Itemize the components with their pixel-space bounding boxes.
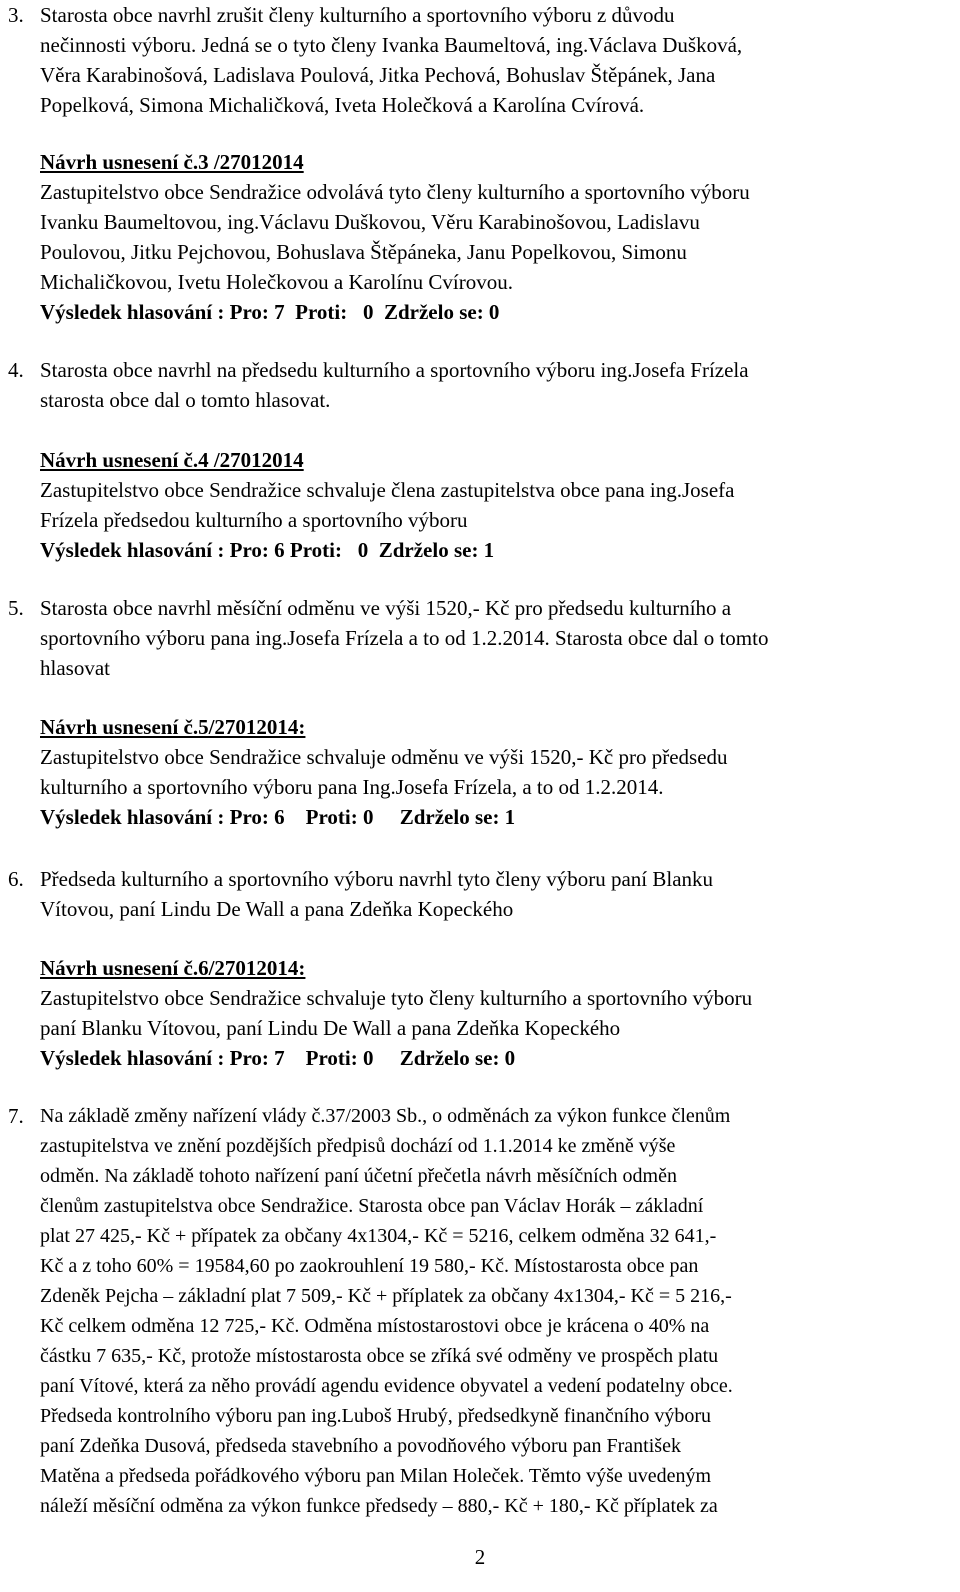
resolution-4	[40, 445, 943, 565]
item-number: 3.	[8, 3, 24, 27]
item-number: 5.	[8, 596, 24, 620]
item-6	[8, 864, 943, 924]
resolution-text-line: paní Blanku Vítovou, paní Lindu De Wall a pana Zdeňka Kopeckého	[40, 1016, 621, 1040]
resolution-text-line: Zastupitelstvo obce Sendražice schvaluje tyto členy kulturního a sportovního výboru	[40, 986, 753, 1010]
page-number: 2	[474, 1545, 486, 1569]
item-text-line: paní Vítové, která za něho provádí agendu evidence obyvatel a vedení podatelny obce.	[40, 1375, 733, 1397]
resolution-text-line: Frízela předsedou kulturního a sportovního výboru	[40, 508, 468, 532]
item-text-line: Popelková, Simona Michaličková, Iveta Holečková a Karolína Cvírová.	[40, 93, 645, 117]
vote-result: Výsledek hlasování : Pro: 6 Proti: 0 Zdrželo se: 1	[40, 538, 495, 562]
item-4	[8, 355, 943, 415]
resolution-heading: Návrh usnesení č.4 /27012014	[40, 448, 304, 472]
item-text-line: paní Zdeňka Dusová, předseda stavebního a povodňového výboru pan František	[40, 1435, 681, 1457]
resolution-heading: Návrh usnesení č.6/27012014:	[40, 956, 306, 980]
item-text-line: náleží měsíční odměna za výkon funkce předsedy – 880,- Kč + 180,- Kč příplatek za	[40, 1495, 718, 1517]
item-text-line: Věra Karabinošová, Ladislava Poulová, Jitka Pechová, Bohuslav Štěpánek, Jana	[40, 63, 716, 87]
item-number: 6.	[8, 867, 24, 891]
item-number: 7.	[8, 1104, 24, 1128]
resolution-text-line: Poulovou, Jitku Pejchovou, Bohuslava Štěpáneka, Janu Popelkovou, Simonu	[40, 240, 687, 264]
item-5	[8, 593, 943, 683]
item-text-line: odměn. Na základě tohoto nařízení paní účetní přečetla návrh měsíčních odměn	[40, 1165, 677, 1187]
item-text-line: zastupitelstva ve znění pozdějších předpisů dochází od 1.1.2014 ke změně výše	[40, 1135, 676, 1157]
item-text-line: nečinnosti výboru. Jedná se o tyto členy Ivanka Baumeltová, ing.Václava Dušková,	[40, 33, 743, 57]
item-number: 4.	[8, 358, 24, 382]
item-text-line: plat 27 425,- Kč + přípatek za občany 4x1304,- Kč = 5216, celkem odměna 32 641,-	[40, 1225, 717, 1247]
item-text-line: Na základě změny nařízení vlády č.37/2003 Sb., o odměnách za výkon funkce členům	[40, 1105, 731, 1127]
resolution-5	[40, 712, 943, 832]
resolution-text-line: Zastupitelstvo obce Sendražice odvolává tyto členy kulturního a sportovního výboru	[40, 180, 750, 204]
item-text-line: Kč a z toho 60% = 19584,60 po zaokrouhlení 19 580,- Kč. Místostarosta obce pan	[40, 1255, 699, 1277]
item-text-line: Vítovou, paní Lindu De Wall a pana Zdeňka Kopeckého	[40, 897, 514, 921]
resolution-heading: Návrh usnesení č.5/27012014:	[40, 715, 306, 739]
item-text-line: Předseda kontrolního výboru pan ing.Luboš Hrubý, předsedkyně finančního výboru	[40, 1405, 711, 1427]
resolution-6	[40, 953, 943, 1073]
item-text-line: částku 7 635,- Kč, protože místostarosta obce se zříká své odměny ve prospěch platu	[40, 1345, 719, 1367]
vote-result: Výsledek hlasování : Pro: 7 Proti: 0 Zdrželo se: 0	[40, 300, 500, 324]
resolution-text-line: Ivanku Baumeltovou, ing.Václavu Duškovou, Věru Karabinošovou, Ladislavu	[40, 210, 700, 234]
item-7	[8, 1101, 943, 1521]
item-text-line: Zdeněk Pejcha – základní plat 7 509,- Kč + příplatek za občany 4x1304,- Kč = 5 216,-	[40, 1285, 732, 1307]
item-text-line: Starosta obce navrhl měsíční odměnu ve výši 1520,- Kč pro předsedu kulturního a	[40, 596, 732, 620]
item-3	[8, 0, 943, 120]
resolution-text-line: Zastupitelstvo obce Sendražice schvaluje odměnu ve výši 1520,- Kč pro předsedu	[40, 745, 728, 769]
item-text-line: Starosta obce navrhl na předsedu kulturního a sportovního výboru ing.Josefa Frízela	[40, 358, 749, 382]
vote-result: Výsledek hlasování : Pro: 6 Proti: 0 Zdrželo se: 1	[40, 805, 516, 829]
resolution-heading: Návrh usnesení č.3 /27012014	[40, 150, 304, 174]
resolution-text-line: kulturního a sportovního výboru pana Ing.Josefa Frízela, a to od 1.2.2014.	[40, 775, 664, 799]
item-text-line: členům zastupitelstva obce Sendražice. Starosta obce pan Václav Horák – základní	[40, 1195, 704, 1217]
resolution-text-line: Michaličkovou, Ivetu Holečkovou a Karolínu Cvírovou.	[40, 270, 513, 294]
item-text-line: Kč celkem odměna 12 725,- Kč. Odměna místostarostovi obce je krácena o 40% na	[40, 1315, 710, 1337]
item-text-line: Předseda kulturního a sportovního výboru navrhl tyto členy výboru paní Blanku	[40, 867, 714, 891]
item-text-line: hlasovat	[40, 656, 110, 680]
resolution-text-line: Zastupitelstvo obce Sendražice schvaluje člena zastupitelstva obce pana ing.Josefa	[40, 478, 735, 502]
item-text-line: sportovního výboru pana ing.Josefa Frízela a to od 1.2.2014. Starosta obce dal o tomto	[40, 626, 769, 650]
item-text-line: Matěna a předseda pořádkového výboru pan Milan Holeček. Těmto výše uvedeným	[40, 1465, 712, 1487]
resolution-3	[40, 147, 943, 327]
item-text-line: Starosta obce navrhl zrušit členy kulturního a sportovního výboru z důvodu	[40, 3, 675, 27]
item-text-line: starosta obce dal o tomto hlasovat.	[40, 388, 331, 412]
vote-result: Výsledek hlasování : Pro: 7 Proti: 0 Zdrželo se: 0	[40, 1046, 516, 1070]
